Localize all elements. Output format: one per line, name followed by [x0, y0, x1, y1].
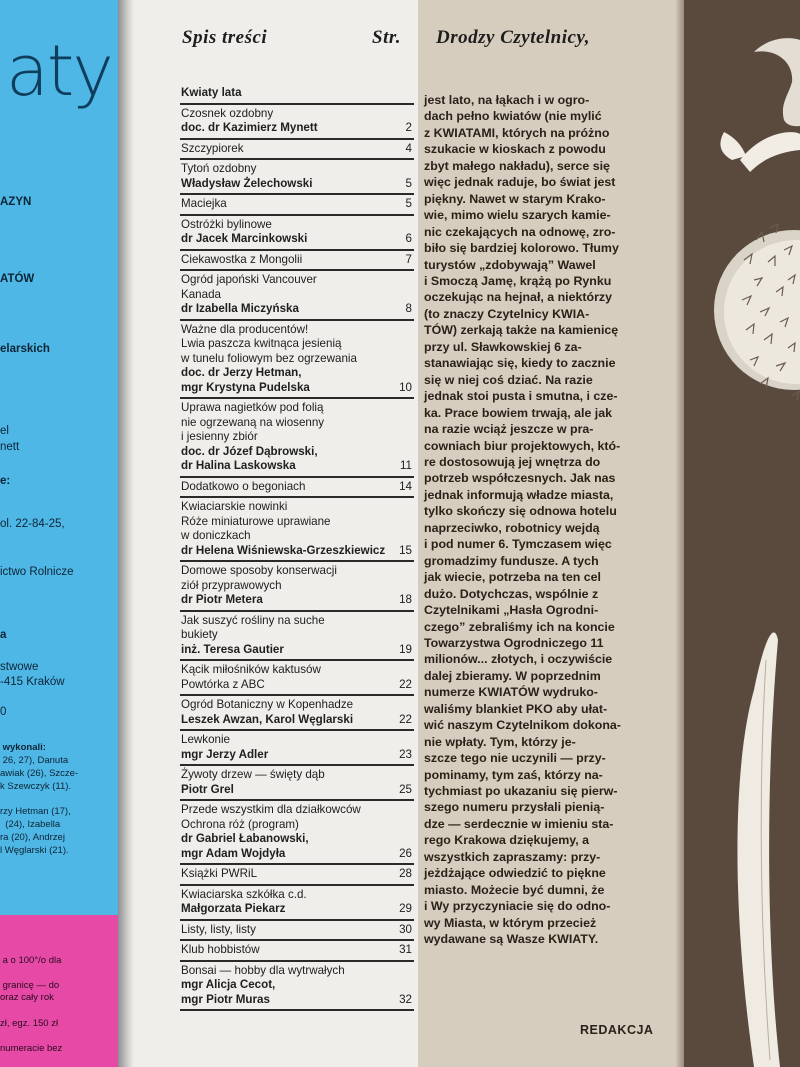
cover-text-line: ictwo Rolnicze: [0, 566, 74, 578]
letter-text-line: turystów „zdobywają” Wawel: [424, 257, 596, 272]
toc-entry-title: Ogród Botaniczny w Kopenhadze: [181, 698, 354, 711]
cover-text-line: -415 Kraków: [0, 676, 65, 688]
letter-text-line: jednak informują władze miasta,: [424, 487, 614, 502]
toc-entry-title: Lwia paszcza kwitnąca jesienią: [181, 337, 342, 350]
toc-entry: [180, 865, 414, 886]
cover-text-line: rzy Hetman (17),: [0, 806, 71, 817]
letter-text-line: oczekując na hejnał, a niektórzy: [424, 290, 612, 305]
toc-entry: [180, 921, 414, 942]
cover-pink-line: granicę — do: [0, 980, 60, 991]
toc-entry-title: Ostróżki bylinowe: [181, 217, 272, 231]
toc-entry-author: mgr Krystyna Pudelska: [181, 380, 310, 394]
toc-entry-author: Leszek Awzan, Karol Węglarski: [181, 712, 354, 726]
toc-entry: [180, 941, 414, 962]
letter-text-line: się w niej coś dziać. Na razie: [424, 372, 593, 387]
letter-text-line: jeżdżające odwiedzić to piękne: [424, 866, 606, 881]
toc-page-number: 15: [399, 543, 412, 557]
toc-page-number: 11: [399, 459, 412, 472]
toc-entry-title: Domowe sposoby konserwacji: [181, 564, 337, 577]
toc-entry-author: dr Helena Wiśniewska-Grzeszkiewicz: [181, 543, 386, 557]
toc-entry: [180, 766, 414, 801]
toc-entry-title: Dodatkowo o begoniach: [181, 479, 306, 493]
cover-text-line: stwowe: [0, 661, 39, 673]
toc-entry-author: mgr Adam Wojdyła: [181, 846, 286, 860]
letter-text-line: nie wpłaty. Tym, którzy je-: [424, 734, 576, 749]
toc-entry-title: Kwiaciarskie nowinki: [181, 500, 288, 513]
toc-entry-author: dr Izabella Miczyńska: [181, 302, 299, 315]
letter-text-line: jak wiecie, potrzeba na ten cel: [424, 570, 601, 585]
toc-entry-title: Jak suszyć rośliny na suche: [181, 613, 325, 627]
toc-title: Spis treści: [182, 27, 268, 48]
cover-pink-line: oraz cały rok: [0, 992, 54, 1003]
toc-entry: [180, 195, 414, 216]
toc-entry-author: doc. dr Kazimierz Mynett: [181, 121, 318, 134]
toc-entry-title: Ważne dla producentów!: [181, 322, 309, 336]
toc-entry-title: w doniczkach: [181, 529, 251, 542]
toc-entry-title: Ogród japoński Vancouver: [181, 273, 317, 286]
toc-entry-title: Tytoń ozdobny: [181, 162, 257, 175]
letter-text-line: Czytelnikami „Hasła Ogrodni-: [424, 603, 599, 618]
toc-entry-title: Ochrona róż (program): [181, 817, 299, 831]
toc-entry: [180, 696, 414, 731]
toc-page-number: 8: [405, 302, 412, 315]
letter-title: Drodzy Czytelnicy,: [436, 27, 590, 48]
cover-logo: aty: [6, 30, 112, 112]
toc-page-number: 5: [405, 197, 412, 210]
toc-entry-title: Uprawa nagietków pod folią: [181, 401, 324, 414]
toc-page-number: 31: [399, 943, 412, 956]
toc-entry-title: Ciekawostka z Mongolii: [181, 252, 303, 266]
toc-entry-author: Władysław Żelechowski: [181, 176, 313, 190]
toc-entry: [180, 478, 414, 499]
toc-entry-title: Czosnek ozdobny: [181, 106, 274, 120]
toc-entry-title: Róże miniaturowe uprawiane: [181, 514, 331, 528]
toc-entry-author: mgr Piotr Muras: [181, 992, 270, 1006]
letter-signature: REDAKCJA: [580, 1023, 654, 1037]
letter-text-line: dalej zbieramy. W poprzednim: [424, 668, 601, 683]
letter-text-line: szukacie w kioskach z powodu: [424, 142, 606, 157]
letter-text-line: rego Krakowa dziękujemy, a: [424, 833, 590, 848]
toc-entry-author: Małgorzata Piekarz: [181, 902, 286, 915]
toc-entry-author: doc. dr Jerzy Hetman,: [181, 366, 302, 379]
toc-page-number: 22: [399, 712, 412, 726]
letter-text-line: re dostosowują jej wnętrza do: [424, 454, 601, 469]
letter-text-line: dużo. Dotychczas, wspólnie z: [424, 586, 599, 601]
toc-entry: [180, 562, 414, 612]
toc-entry: [180, 661, 414, 696]
toc-entry: [180, 251, 414, 272]
letter-text-line: miasto. Możecie być dumni, że: [424, 882, 605, 897]
toc-entry: [180, 216, 414, 251]
toc-page-number: 26: [399, 846, 412, 860]
toc-entry: [180, 962, 414, 1012]
cover-text-line: el: [0, 425, 9, 437]
toc-entry-author: Piotr Grel: [181, 782, 234, 796]
toc-entry-author: dr Jacek Marcinkowski: [181, 232, 308, 245]
letter-text-line: tychmiast po ukazaniu się pierw-: [424, 784, 618, 799]
cover-text-line: k Szewczyk (11).: [0, 781, 72, 792]
letter-text-line: czego” zebraliśmy ich na koncie: [424, 619, 615, 634]
toc-entry-title: Żywoty drzew — święty dąb: [181, 768, 325, 781]
letter-to-readers: [424, 92, 678, 948]
toc-entry: [180, 105, 414, 140]
toc-entry-title: Kanada: [181, 287, 221, 301]
letter-text-line: wić naszym Czytelnikom dokona-: [424, 718, 621, 733]
letter-text-line: pominamy, tym zaś, którzy na-: [424, 767, 603, 782]
letter-text-line: wszystkich zapraszamy: przy-: [424, 849, 601, 864]
letter-text-line: i Smoczą Jamę, krążą po Rynku: [424, 273, 612, 288]
cover-text-line: awiak (26), Szcze-: [0, 768, 79, 779]
toc-entry: [180, 271, 414, 321]
letter-text-line: naprzeciwko, robotnicy wejdą: [424, 520, 600, 535]
toc-entry: [180, 498, 414, 562]
cover-text-line: wykonali:: [0, 742, 46, 753]
toc-entry-title: Listy, listy, listy: [181, 922, 256, 936]
toc-page-number: 22: [399, 677, 412, 691]
toc-page-number: 30: [399, 922, 412, 936]
letter-text-line: szego numeru przysłali pienią-: [424, 800, 605, 815]
letter-text-line: wydawane są Wasze KWIATY.: [424, 932, 599, 947]
toc-entry-title: Przede wszystkim dla działkowców: [181, 803, 361, 816]
toc-entry: [180, 731, 414, 766]
cover-pink-line: numeracie bez: [0, 1043, 63, 1054]
toc-entry-title: Książki PWRiL: [181, 867, 258, 880]
cover-text-line: AZYN: [0, 196, 32, 208]
toc-entry-author: mgr Alicja Cecot,: [181, 978, 276, 991]
toc-entry: [180, 886, 414, 921]
letter-text-line: TÓW) zerkają także na kamienicę: [424, 323, 619, 338]
toc-entry-title: Lewkonie: [181, 733, 230, 746]
letter-text-line: tylko skończy się odnowa hotelu: [424, 504, 617, 519]
toc-entry: [180, 321, 414, 400]
toc-entry-title: Powtórka z ABC: [181, 677, 265, 691]
cover-pink-line: zł, egz. 150 zł: [0, 1018, 59, 1029]
letter-text-line: i pod numer 6. Tymczasem więc: [424, 537, 612, 552]
cover-text-line: 0: [0, 706, 7, 718]
toc-entry-author: dr Piotr Metera: [181, 593, 263, 606]
toc-entry-title: Klub hobbistów: [181, 943, 260, 956]
letter-text-line: stanawiając się, kiedy to zacznie: [424, 356, 616, 371]
letter-text-line: (to znaczy Czytelnicy KWIA-: [424, 306, 590, 321]
letter-text-line: Towarzystwa Ogrodniczego 11: [424, 635, 604, 650]
cover-pink-line: a o 100°/o dla: [0, 955, 62, 966]
toc-page-number: 18: [399, 593, 412, 606]
toc-entry-author: doc. dr Józef Dąbrowski,: [181, 444, 318, 458]
toc-entry: [180, 801, 414, 865]
toc-entry-title: Kwiaty lata: [181, 86, 242, 99]
toc-page-number: 29: [399, 902, 412, 915]
page-gutter-shadow: [118, 0, 134, 1067]
toc-page-number: 14: [399, 479, 412, 493]
letter-text-line: dze — serdecznie w imieniu sta-: [424, 816, 614, 831]
letter-text-line: cowniach biur projektowych, któ-: [424, 438, 621, 453]
letter-text-line: nic czekających na odnowę, zro-: [424, 224, 616, 239]
toc-entry-title: Bonsai — hobby dla wytrwałych: [181, 963, 345, 977]
toc-page-number: 32: [399, 992, 412, 1006]
toc-entry-title: ziół przyprawowych: [181, 578, 282, 592]
letter-text-line: wy Miasta, w którym przecież: [424, 915, 597, 930]
letter-text-line: numerze KWIATÓW wydruko-: [424, 685, 598, 700]
toc-entry: [180, 612, 414, 662]
toc-entry-title: w tunelu foliowym bez ogrzewania: [181, 351, 357, 365]
left-magazine-cover: [0, 0, 118, 1067]
cover-text-line: ol. 22-84-25,: [0, 518, 65, 530]
letter-text-line: dach pełno kwiatów (nie mylić: [424, 109, 602, 124]
letter-text-line: gromadzimy fundusze. A tych: [424, 553, 599, 568]
letter-text-line: piękny. Nawet w starym Krako-: [424, 191, 606, 206]
toc-page-number: 25: [399, 782, 412, 796]
cover-pink-band: [0, 915, 118, 1067]
letter-text-line: jest lato, na łąkach i w ogro-: [424, 93, 590, 107]
letter-text-line: biło się bardziej kolorowo. Tłumy: [424, 241, 619, 256]
toc-entry-title: nie ogrzewaną na wiosenny: [181, 415, 325, 429]
cover-text-line: 26, 27), Danuta: [0, 755, 69, 766]
letter-text-line: i Wy przyczyniacie się do odno-: [424, 899, 611, 914]
toc-entry: [180, 160, 414, 195]
toc-entry-title: bukiety: [181, 628, 218, 641]
toc-page-number: 4: [405, 141, 412, 155]
letter-text-line: ka. Prace bowiem trwają, ale jak: [424, 405, 613, 420]
allium-drawing: [684, 0, 800, 1067]
toc-entry-title: Kwiaciarska szkółka c.d.: [181, 887, 307, 901]
toc-page-number: 7: [405, 252, 412, 266]
toc-page-number: 2: [405, 121, 412, 134]
toc-page-number: 23: [399, 747, 412, 761]
cover-text-line: l Węglarski (21).: [0, 845, 69, 856]
toc-entry-author: dr Halina Laskowska: [181, 459, 296, 472]
cover-text-line: a: [0, 629, 7, 641]
toc-entry-author: inż. Teresa Gautier: [181, 642, 284, 656]
cover-text-line: (24), Izabella: [0, 819, 61, 830]
letter-text-line: jednak stoi pusta i smutna, i cze-: [424, 389, 618, 404]
toc-page-number: 6: [405, 232, 412, 245]
cover-text-line: elarskich: [0, 343, 50, 355]
toc-page-number: 28: [399, 867, 412, 880]
toc-entry-author: dr Gabriel Łabanowski,: [181, 832, 309, 845]
letter-text-line: z KWIATAMI, których na próżno: [424, 125, 610, 140]
letter-text-line: więc jednak raduje, bo świat jest: [424, 175, 616, 190]
letter-text-line: wie, mimo wielu szarych kamie-: [424, 208, 611, 223]
page-column-heading: Str.: [372, 27, 401, 48]
toc-entry-title: Szczypiorek: [181, 141, 244, 155]
toc-entry-title: Kącik miłośników kaktusów: [181, 663, 321, 676]
letter-text-line: na razie wciąż jeszcze w pra-: [424, 422, 594, 437]
letter-text-line: waliśmy blankiet PKO aby ułat-: [424, 701, 608, 716]
letter-text-line: szcze tego nie uczynili — przy-: [424, 751, 606, 766]
cover-text-line: e:: [0, 475, 11, 487]
toc-entry-title: Maciejka: [181, 197, 227, 210]
toc-page-number: 5: [405, 176, 412, 190]
cover-text-line: nett: [0, 441, 20, 453]
toc-page-number: 19: [399, 642, 412, 656]
toc-entry-author: mgr Jerzy Adler: [181, 747, 269, 761]
flower-illustration: [684, 0, 800, 1067]
toc-entry: [180, 399, 414, 478]
toc-entry: [180, 84, 414, 105]
cover-text-line: ra (20), Andrzej: [0, 832, 65, 843]
letter-text-line: zbyt małego nakładu), serce się: [424, 158, 610, 173]
letter-text-line: potrzeb współczesnych. Jak nas: [424, 471, 616, 486]
cover-text-line: ATÓW: [0, 273, 35, 285]
letter-text-line: przy ul. Sławkowskiej 6 za-: [424, 339, 582, 354]
table-of-contents: [180, 84, 414, 1011]
toc-entry: [180, 140, 414, 161]
letter-text-line: milionów... złotych, i oczywiście: [424, 652, 613, 667]
toc-entry-title: i jesienny zbiór: [181, 430, 258, 443]
toc-page-number: 10: [399, 380, 412, 394]
